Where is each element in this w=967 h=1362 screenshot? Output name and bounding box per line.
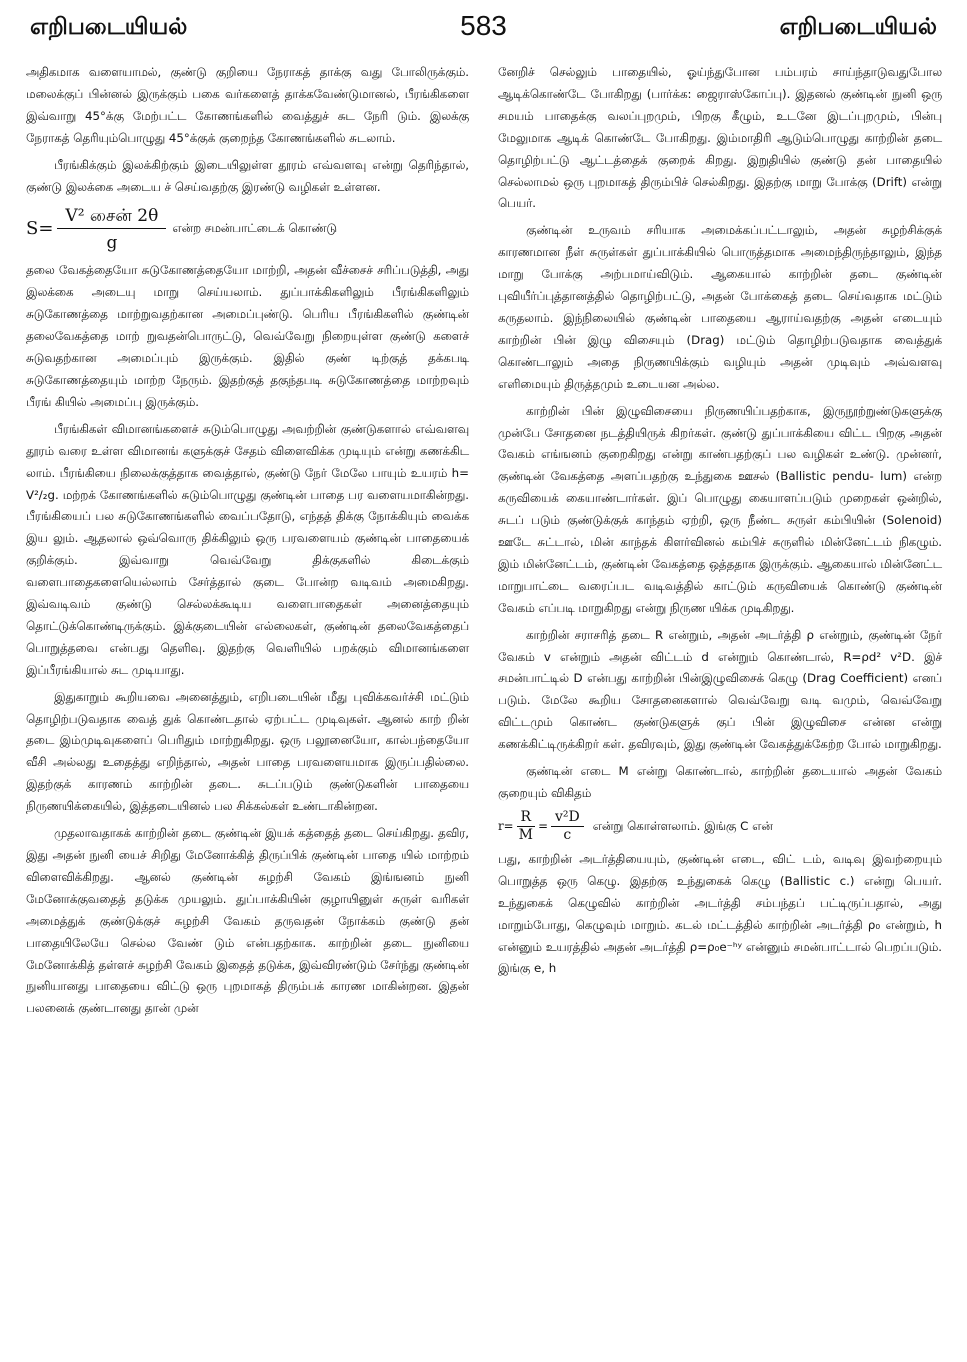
formula-trailing-text: என்ற சமன்பாட்டைக் கொண்டு <box>172 221 337 236</box>
formula-lhs: S= <box>26 218 54 240</box>
formula-numerator: V² சைன் 2θ <box>57 204 166 229</box>
running-head-left: எறிபடையியல் <box>30 14 188 40</box>
paragraph: குண்டின் உருவம் சரியாக அமைக்கப்பட்டாலும், அதன் சுழற்சிக்குக் காரணமான நீள் சுருள்கள் துப்பாக்கியில் பொருத்தமாக அமைந்திருந்தாலும், இந்த மாறு போக்கு அற்பமாய்விடும். ஆகையால் காற்றின் தடை குண்டின் புவியீர்ப்புத்தானத்தில் தொழிற்பட்டு, அதன் போக்கைத் தடை செய்வதாக மட்டும் கருதலாம். இந்நிலையில் குண்டின் பாதையை ஆராய்வதற்கு அதன் எடையும் காற்றின் பின் இழு விசையும் (Drag) மட்டும் தொழிற்படுவதாக வைத்துக் கொண்டாலும் அதை நிருணயிக்கும் வழியும் அதன் முடிவும் அவ்வளவு எளிமையும் திருத்தமும் உடையன அல்ல. <box>498 223 942 391</box>
paragraph: காற்றின் சராசரித் தடை R என்றும், அதன் அடர்த்தி ρ என்றும், குண்டின் நேர் வேகம் v என்றும் அதன் விட்டம் d என்றும் கொண்டால், R=ρd² v²D. இச் சமன்பாட்டில் D என்பது காற்றின் பின்இழுவிசைக் கெழு (Drag Coefficient) எனப் படும். மேலே கூறிய சோதனைகளால் வெவ்வேறு வடி வமும், வெவ்வேறு விட்டமும் கொண்ட குண்டுகளுக் குப் பின் இழுவிசை என்ன என்று கணக்கிட்டிருக்கிறர் கள். தவிரவும், இது குண்டின் வேகத்துக்கேற்ற போல் மாறுகிறது. <box>498 627 942 752</box>
formula-fraction <box>551 809 584 844</box>
running-head-right: எறிபடையியல் <box>779 14 937 40</box>
paragraph: பது, காற்றின் அடர்த்தியையும், குண்டின் எடை, விட் டம், வடிவு இவற்றையும் பொறுத்த ஒரு கெழு. இதற்கு உந்துகைக் கெழு (Ballistic c.) என்று பெயர். உந்துகைக் கெழுவில் காற்றின் அடர்த்தி சம்பந்தப் பட்டிருப்பதால், அது மாறும்போது, கெழுவும் மாறும். கடல் மட்டத்தில் காற்றின் அடர்த்தி ρ₀ என்றும், h என்னும் உயரத்தில் அதன் அடர்த்தி ρ=ρ₀e⁻ʰʸ என்னும் சமன்பாட்டால் பெறப்படும். இங்கு e, h <box>498 851 942 976</box>
left-column <box>26 62 469 1020</box>
formula-equals: = <box>538 818 548 833</box>
formula-numerator: R <box>517 809 536 827</box>
paragraph: தலை வேகத்தையோ சுடுகோணத்தையோ மாற்றி, அதன் வீச்சைச் சரிப்படுத்தி, அது இலக்கை அடையு மாறு செய்யலாம். துப்பாக்கிகளிலும் பீரங்கிகளிலும் சுடுகோணத்தை மாற்றுவதற்கான அமைப்புண்டு. பெரிய பீரங்கிகளில் குண்டின் தலைவேகத்தை மாற் றுவதன்பொருட்டு, வெவ்வேறு நிறையுள்ள குண்டு களைச் சுடுவதற்கான அமைப்பும் இருக்கும். இதில் குண் டிற்குத் தக்கபடி சுடுகோணத்தையும் மாற்ற நேரும். இதற்குத் தகுந்தபடி சுடுகோணத்தை மாற்றவும் பீரங் கியில் அமைப்பு இருக்கும். <box>26 263 469 409</box>
formula-denominator: c <box>563 827 572 844</box>
paragraph: பீரங்கிகள் விமானங்களைச் சுடும்பொழுது அவற்றின் குண்டுகளால் எவ்வளவு தூரம் வரை உள்ள விமானங் களுக்குச் சேதம் விளைவிக்க முடியும் என்று கணக்கிட லாம். பீரங்கியை நிலைக்குத்தாக வைத்தால், குண்டு நேர் மேலே பாயும் உயரம் h= V²/₂g. மற்றக் கோணங்களில் சுடும்பொழுது குண்டின் பாதை பர வளையமாகின்றது. பீரங்கியைப் பல சுடுகோணங்களில் வைப்பதோடு, எந்தத் திக்கு நோக்கியும் வைக்க இய லும். ஆதலால் ஒவ்வொரு திக்கிலும் ஒரு பரவளையம் குண்டின் பாதையைக் குறிக்கும். இவ்வாறு வெவ்வேறு திக்குகளில் கிடைக்கும் வளைபாதைகளையெல்லாம் சேர்த்தால் குடை போன்ற வடிவம் அமைகிறது. இவ்வடிவம் குண்டு செல்லக்கூடிய வளைபாதைகள் அனைத்தையும் தொட்டுக்கொண்டிருக்கும். இக்குடையின் எல்லைகள், குண்டின் தலைவேகத்தைப் பொறுத்தவை என்பது தெளிவு. இதற்கு வெளியில் பறக்கும் விமானங்களை இப்பீரங்கியால் சுட முடியாது. <box>26 421 469 677</box>
page-number: 583 <box>460 10 507 41</box>
range-formula <box>26 198 469 260</box>
formula-fraction <box>517 809 536 844</box>
paragraph: காற்றின் பின் இழுவிசையை நிருணயிப்பதற்காக, இருநூற்றுண்டுகளுக்கு முன்பே சோதனை நடத்தியிருக் கிறர்கள். குண்டு துப்பாக்கியை விட்ட பிறகு அதன் வேகம் எங்ஙனம் குறைகிறது என்று காண்பதற்குப் பல வழிகள் உண்டு. முன்னர், குண்டின் வேகத்தை அளப்பதற்கு உந்துகை ஊசல் (Ballistic pendu- lum) என்ற கருவியைக் கையாண்டார்கள். இப் பொழுது கையாளப்படும் முறைகள் ஒன்றில், சுடப் படும் குண்டுக்குக் காந்தம் ஏற்றி, ஒரு நீண்ட சுருள் கம்பியின் (Solenoid) ஊடே சுட்டால், மின் காந்தக் கிளர்வினல் கம்பிச் சுருளில் மின்னேட்டம் நிகழும். இம் மின்னேட்டம், குண்டின் வேகத்தை ஒத்ததாக இருக்கும். ஆகையால் மின்னேட்ட மாறுபாட்டை வரைப்பட வடிவத்தில் காட்டும் கருவியைக் கொண்டு குண்டின் வேகம் எப்படி மாறுகிறது என்று நிருண யிக்க முடிகிறது. <box>498 403 942 615</box>
paragraph: குண்டின் எடை M என்று கொண்டால், காற்றின் தடையால் அதன் வேகம் குறையும் விகிதம் <box>498 764 942 800</box>
paragraph: னேறிச் செல்லும் பாதையில், ஓய்ந்துபோன பம்பரம் சாய்ந்தாடுவதுபோல ஆடிக்கொண்டே போகிறது (பார்க்க: ஜைராஸ்கோப்பு). இதனல் குண்டின் நுனி ஒரு சமயம் பாதைக்கு வலப்புறமும், பிறகு கீழும், உடனே இடப்புறமும், பின்பு மேலுமாக ஆடிக் கொண்டே போகிறது. இம்மாதிரி ஆடும்பொழுது காற்றின் தடை தொழிற்பட்டு ஆட்டத்தைக் குறைக் கிறது. இறுதியில் குண்டு தன் பாதையில் செல்லாமல் ஒரு புறமாகத் திரும்பிச் செல்கிறது. இதற்கு மாறு போக்கு (Drift) என்று பெயர். <box>498 65 942 211</box>
paragraph: அதிகமாக வளையாமல், குண்டு குறியை நேராகத் தாக்கு வது போலிருக்கும். மலைக்குப் பின்னல் இருக்கும் பகை வர்களைத் தாக்கவேண்டுமானல், பீரங்கிகளை இவ்வாறு 45°க்கு மேற்பட்ட கோணங்களில் வைத்துச் சுட நேரி டும். இலக்கு நேராகத் தெரியும்பொழுது 45°க்குக் குறைந்த கோணங்களில் சுடலாம். <box>26 65 469 145</box>
formula-denominator: g <box>106 232 118 253</box>
paragraph: முதலாவதாகக் காற்றின் தடை குண்டின் இயக் கத்தைத் தடை செய்கிறது. தவிர, இது அதன் நுனி யைச் சிறிது மேனோக்கித் திருப்பிக் குண்டின் பாதை யில் மாற்றம் விளைவிக்கிறது. ஆனல் குண்டின் சுழற்சி வேகம் இங்ஙனம் நுனி மேனோக்குவதைத் தடுக்க முயலும். துப்பாக்கியின் குழாயினுள் சுருள் வரிகள் அமைத்துக் குண்டுக்குச் சுழற்சி வேகம் தருவதன் நோக்கம் குண்டு தன் பாதையிலேயே செல்ல வேண் டும் என்பதற்காக. காற்றின் தடை நுனியை மேனோக்கித் தள்ளச் சுழற்சி வேகம் இதைத் தடுக்க, இவ்விரண்டும் சேர்ந்து குண்டின் நுனியானது பாதையை விட்டு ஒரு புறமாகத் திரும்பக் காரண மாகின்றன. இதன் பலனைக் குண்டானது தான் முன் <box>26 826 469 1016</box>
right-column <box>498 62 942 980</box>
formula-trailing-text: என்று கொள்ளலாம். இங்கு C என் <box>592 818 773 833</box>
formula-lhs: r= <box>498 818 514 833</box>
formula-numerator: v²D <box>551 809 584 827</box>
formula-fraction <box>57 204 166 255</box>
formula-denominator: M <box>518 827 533 844</box>
paragraph: பீரங்கிக்கும் இலக்கிற்கும் இடையிலுள்ள தூரம் எவ்வளவு என்று தெரிந்தால், குண்டு இலக்கை அடைய ச் செய்வதற்கு இரண்டு வழிகள் உள்ளன. <box>26 157 469 194</box>
paragraph: இதுகாறும் கூறியவை அனைத்தும், எறிபடையின் மீது புவிக்கவர்ச்சி மட்டும் தொழிற்படுவதாக வைத் துக் கொண்டதால் ஏற்பட்ட முடிவுகள். ஆனல் காற் றின் தடை இம்முடிவுகளைப் பெரிதும் மாற்றுகிறது. ஒரு பலூனையோ, கால்பந்தையோ வீசி அல்லது உதைத்து எறிந்தால், அதன் பாதை பரவளையமாக இருப்பதில்லை. இதற்குக் காரணம் காற்றின் தடை. சுடப்படும் குண்டுகளின் பாதையை நிருணயிக்கையில், இத்தடையினல் பல சிக்கல்கள் உண்டாகின்றன. <box>26 689 469 814</box>
page-header <box>0 0 967 60</box>
retardation-formula <box>498 805 942 849</box>
